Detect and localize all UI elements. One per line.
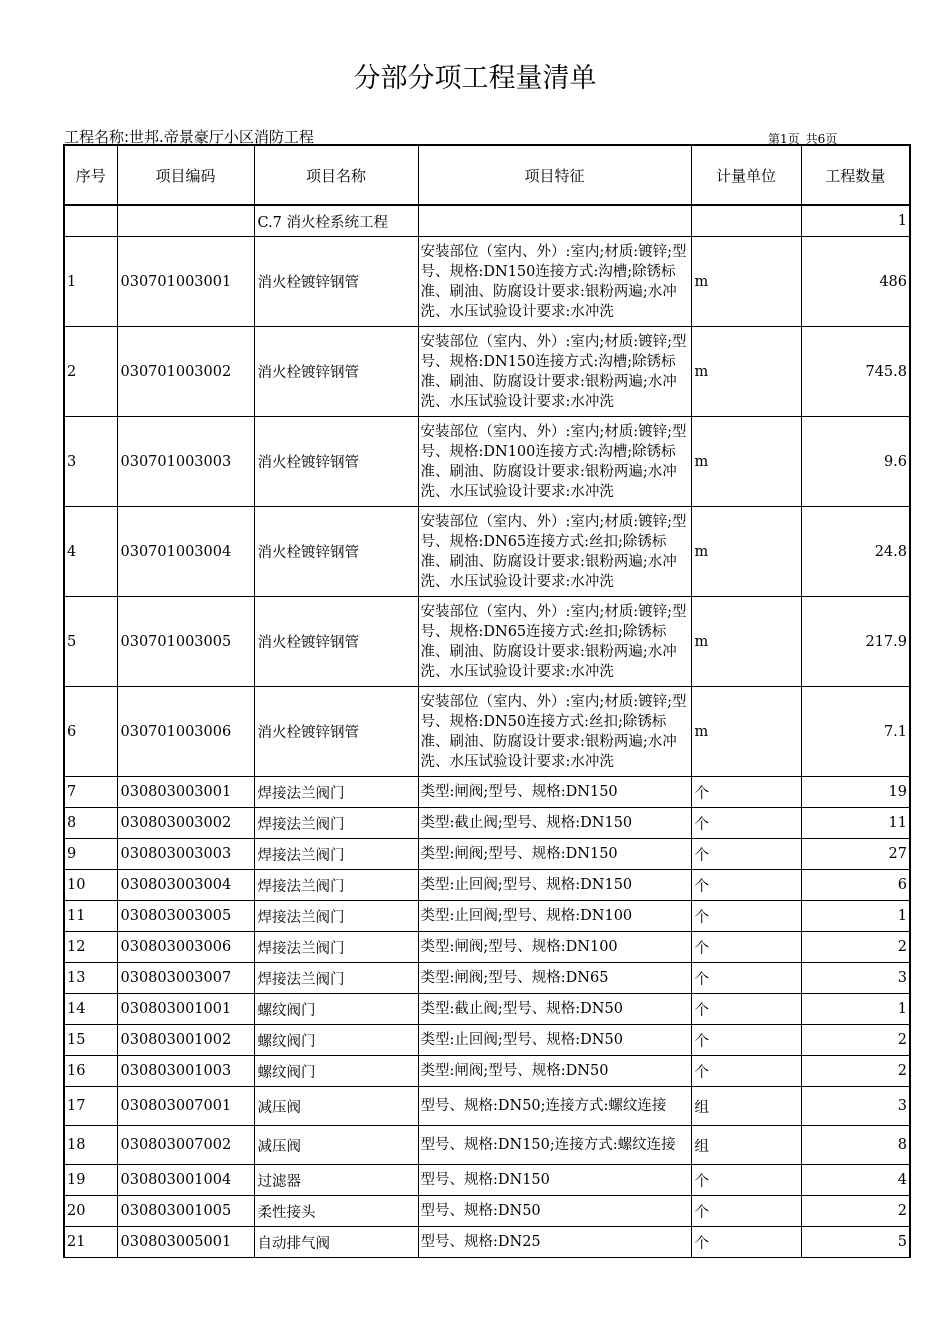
cell-quantity: 745.8 xyxy=(801,327,910,417)
header-name: 项目名称 xyxy=(254,145,418,205)
page-total: 共6页 xyxy=(805,132,838,146)
cell-name: 减压阀 xyxy=(254,1087,418,1126)
cell-code: 030803003004 xyxy=(117,870,254,901)
cell-feature xyxy=(418,327,691,417)
cell-quantity: 3 xyxy=(801,963,910,994)
table-row xyxy=(64,1126,910,1165)
cell-serial: 14 xyxy=(64,994,117,1025)
cell-unit: 个 xyxy=(691,839,801,870)
bill-of-quantities-table xyxy=(63,144,911,1258)
cell-quantity: 486 xyxy=(801,237,910,327)
cell-quantity: 2 xyxy=(801,1025,910,1056)
cell-name: 消火栓镀锌钢管 xyxy=(254,687,418,777)
cell-feature: 型号、规格:DN50;连接方式:螺纹连接 xyxy=(418,1087,691,1126)
cell-name: 消火栓镀锌钢管 xyxy=(254,507,418,597)
cell-quantity: 2 xyxy=(801,932,910,963)
cell-code: 030803001004 xyxy=(117,1165,254,1196)
cell-feature: 类型:闸阀;型号、规格:DN150 xyxy=(418,777,691,808)
project-name: 工程名称:世邦.帝景豪厅小区消防工程 xyxy=(64,128,314,146)
table-row xyxy=(64,417,910,507)
cell-name: 焊接法兰阀门 xyxy=(254,901,418,932)
cell-serial: 7 xyxy=(64,777,117,808)
cell-quantity: 2 xyxy=(801,1196,910,1227)
cell-feature: 型号、规格:DN150;连接方式:螺纹连接 xyxy=(418,1126,691,1165)
cell-feature: 类型:闸阀;型号、规格:DN150 xyxy=(418,839,691,870)
cell-serial: 1 xyxy=(64,237,117,327)
cell-code: 030803001001 xyxy=(117,994,254,1025)
cell-serial: 2 xyxy=(64,327,117,417)
cell-name: 焊接法兰阀门 xyxy=(254,839,418,870)
cell-unit: 个 xyxy=(691,1165,801,1196)
cell-code: 030803007002 xyxy=(117,1126,254,1165)
section-code xyxy=(117,205,254,237)
cell-name: 焊接法兰阀门 xyxy=(254,870,418,901)
cell-feature: 类型:闸阀;型号、规格:DN50 xyxy=(418,1056,691,1087)
cell-serial: 8 xyxy=(64,808,117,839)
cell-code: 030803001002 xyxy=(117,1025,254,1056)
cell-quantity: 2 xyxy=(801,1056,910,1087)
cell-quantity: 1 xyxy=(801,901,910,932)
cell-serial: 12 xyxy=(64,932,117,963)
table-row xyxy=(64,327,910,417)
section-no xyxy=(64,205,117,237)
cell-name: 消火栓镀锌钢管 xyxy=(254,417,418,507)
cell-unit: 组 xyxy=(691,1087,801,1126)
cell-feature: 类型:截止阀;型号、规格:DN150 xyxy=(418,808,691,839)
cell-name: 消火栓镀锌钢管 xyxy=(254,327,418,417)
cell-feature: 类型:止回阀;型号、规格:DN150 xyxy=(418,870,691,901)
cell-code: 030701003001 xyxy=(117,237,254,327)
cell-unit: 个 xyxy=(691,932,801,963)
cell-quantity: 7.1 xyxy=(801,687,910,777)
cell-serial: 3 xyxy=(64,417,117,507)
page-title: 分部分项工程量清单 xyxy=(353,63,597,94)
cell-name: 螺纹阀门 xyxy=(254,1056,418,1087)
cell-unit: 个 xyxy=(691,1056,801,1087)
header-code: 项目编码 xyxy=(117,145,254,205)
cell-quantity: 19 xyxy=(801,777,910,808)
header-feature: 项目特征 xyxy=(418,145,691,205)
cell-quantity: 3 xyxy=(801,1087,910,1126)
cell-serial: 16 xyxy=(64,1056,117,1087)
table-row xyxy=(64,777,910,808)
section-feature xyxy=(418,205,691,237)
cell-feature: 类型:止回阀;型号、规格:DN100 xyxy=(418,901,691,932)
cell-quantity: 8 xyxy=(801,1126,910,1165)
table-row xyxy=(64,687,910,777)
table-row xyxy=(64,1165,910,1196)
cell-name: 螺纹阀门 xyxy=(254,1025,418,1056)
cell-name: 焊接法兰阀门 xyxy=(254,808,418,839)
feature-text: 安装部位（室内、外）:室内;材质:镀锌;型号、规格:DN150连接方式:沟槽;除锈标准、刷油、防腐设计要求:银粉两遍;水冲洗、水压试验设计要求:水冲洗 xyxy=(420,333,687,410)
cell-serial: 11 xyxy=(64,901,117,932)
cell-unit: 个 xyxy=(691,1025,801,1056)
cell-serial: 17 xyxy=(64,1087,117,1126)
table-row xyxy=(64,932,910,963)
cell-feature xyxy=(418,417,691,507)
feature-text: 安装部位（室内、外）:室内;材质:镀锌;型号、规格:DN65连接方式:丝扣;除锈标准、刷油、防腐设计要求:银粉两遍;水冲洗、水压试验设计要求:水冲洗 xyxy=(420,603,687,680)
table-row xyxy=(64,901,910,932)
cell-unit: 个 xyxy=(691,1227,801,1258)
cell-code: 030803003005 xyxy=(117,901,254,932)
cell-code: 030803003006 xyxy=(117,932,254,963)
cell-unit: 个 xyxy=(691,808,801,839)
cell-feature xyxy=(418,687,691,777)
table-row xyxy=(64,1227,910,1258)
cell-unit: m xyxy=(691,507,801,597)
cell-name: 焊接法兰阀门 xyxy=(254,963,418,994)
table-row xyxy=(64,839,910,870)
cell-quantity: 217.9 xyxy=(801,597,910,687)
feature-text: 安装部位（室内、外）:室内;材质:镀锌;型号、规格:DN150连接方式:沟槽;除锈标准、刷油、防腐设计要求:银粉两遍;水冲洗、水压试验设计要求:水冲洗 xyxy=(420,243,687,320)
table-row xyxy=(64,1056,910,1087)
section-row xyxy=(64,205,910,237)
section-name: C.7 消火栓系统工程 xyxy=(254,205,418,237)
cell-unit: 个 xyxy=(691,963,801,994)
cell-quantity: 4 xyxy=(801,1165,910,1196)
cell-serial: 4 xyxy=(64,507,117,597)
table-row xyxy=(64,994,910,1025)
cell-code: 030803003001 xyxy=(117,777,254,808)
cell-code: 030803003003 xyxy=(117,839,254,870)
cell-name: 过滤器 xyxy=(254,1165,418,1196)
cell-serial: 10 xyxy=(64,870,117,901)
cell-feature: 类型:闸阀;型号、规格:DN65 xyxy=(418,963,691,994)
cell-code: 030803005001 xyxy=(117,1227,254,1258)
cell-feature: 型号、规格:DN50 xyxy=(418,1196,691,1227)
cell-unit: 个 xyxy=(691,777,801,808)
cell-code: 030803001005 xyxy=(117,1196,254,1227)
cell-name: 消火栓镀锌钢管 xyxy=(254,597,418,687)
feature-text: 安装部位（室内、外）:室内;材质:镀锌;型号、规格:DN65连接方式:丝扣;除锈标准、刷油、防腐设计要求:银粉两遍;水冲洗、水压试验设计要求:水冲洗 xyxy=(420,513,687,590)
cell-unit: 个 xyxy=(691,1196,801,1227)
cell-serial: 13 xyxy=(64,963,117,994)
cell-unit: 个 xyxy=(691,901,801,932)
cell-feature: 类型:截止阀;型号、规格:DN50 xyxy=(418,994,691,1025)
cell-feature xyxy=(418,237,691,327)
cell-name: 螺纹阀门 xyxy=(254,994,418,1025)
cell-code: 030701003003 xyxy=(117,417,254,507)
header-unit: 计量单位 xyxy=(691,145,801,205)
cell-quantity: 6 xyxy=(801,870,910,901)
feature-text: 安装部位（室内、外）:室内;材质:镀锌;型号、规格:DN100连接方式:沟槽;除锈标准、刷油、防腐设计要求:银粉两遍;水冲洗、水压试验设计要求:水冲洗 xyxy=(420,423,687,500)
table-row xyxy=(64,237,910,327)
table-row xyxy=(64,870,910,901)
cell-serial: 20 xyxy=(64,1196,117,1227)
cell-feature: 类型:闸阀;型号、规格:DN100 xyxy=(418,932,691,963)
cell-quantity: 5 xyxy=(801,1227,910,1258)
table-row xyxy=(64,1087,910,1126)
cell-serial: 21 xyxy=(64,1227,117,1258)
cell-serial: 15 xyxy=(64,1025,117,1056)
cell-name: 减压阀 xyxy=(254,1126,418,1165)
cell-unit: 个 xyxy=(691,870,801,901)
cell-quantity: 27 xyxy=(801,839,910,870)
cell-serial: 19 xyxy=(64,1165,117,1196)
cell-feature: 型号、规格:DN25 xyxy=(418,1227,691,1258)
cell-unit: m xyxy=(691,417,801,507)
cell-quantity: 11 xyxy=(801,808,910,839)
cell-feature xyxy=(418,507,691,597)
cell-serial: 18 xyxy=(64,1126,117,1165)
cell-unit: m xyxy=(691,687,801,777)
table-header-row xyxy=(64,145,910,205)
cell-name: 消火栓镀锌钢管 xyxy=(254,237,418,327)
cell-unit: 组 xyxy=(691,1126,801,1165)
cell-name: 自动排气阀 xyxy=(254,1227,418,1258)
header-serial: 序号 xyxy=(64,145,117,205)
cell-code: 030803003002 xyxy=(117,808,254,839)
cell-name: 柔性接头 xyxy=(254,1196,418,1227)
cell-serial: 6 xyxy=(64,687,117,777)
cell-feature: 类型:止回阀;型号、规格:DN50 xyxy=(418,1025,691,1056)
cell-code: 030701003006 xyxy=(117,687,254,777)
cell-quantity: 1 xyxy=(801,994,910,1025)
cell-quantity: 24.8 xyxy=(801,507,910,597)
cell-unit: m xyxy=(691,327,801,417)
cell-feature xyxy=(418,597,691,687)
cell-code: 030701003005 xyxy=(117,597,254,687)
cell-unit: 个 xyxy=(691,994,801,1025)
table-row xyxy=(64,963,910,994)
cell-code: 030803003007 xyxy=(117,963,254,994)
cell-serial: 9 xyxy=(64,839,117,870)
feature-text: 安装部位（室内、外）:室内;材质:镀锌;型号、规格:DN50连接方式:丝扣;除锈标准、刷油、防腐设计要求:银粉两遍;水冲洗、水压试验设计要求:水冲洗 xyxy=(420,693,687,770)
cell-code: 030803007001 xyxy=(117,1087,254,1126)
table-row xyxy=(64,597,910,687)
cell-name: 焊接法兰阀门 xyxy=(254,777,418,808)
cell-code: 030701003004 xyxy=(117,507,254,597)
cell-feature: 型号、规格:DN150 xyxy=(418,1165,691,1196)
table-row xyxy=(64,507,910,597)
cell-unit: m xyxy=(691,597,801,687)
header-quantity: 工程数量 xyxy=(801,145,910,205)
table-row xyxy=(64,1025,910,1056)
section-unit xyxy=(691,205,801,237)
page-current: 第1页 xyxy=(768,132,800,146)
cell-serial: 5 xyxy=(64,597,117,687)
cell-code: 030803001003 xyxy=(117,1056,254,1087)
cell-unit: m xyxy=(691,237,801,327)
cell-name: 焊接法兰阀门 xyxy=(254,932,418,963)
cell-code: 030701003002 xyxy=(117,327,254,417)
table-row xyxy=(64,808,910,839)
cell-quantity: 9.6 xyxy=(801,417,910,507)
section-quantity: 1 xyxy=(801,205,910,237)
table-row xyxy=(64,1196,910,1227)
